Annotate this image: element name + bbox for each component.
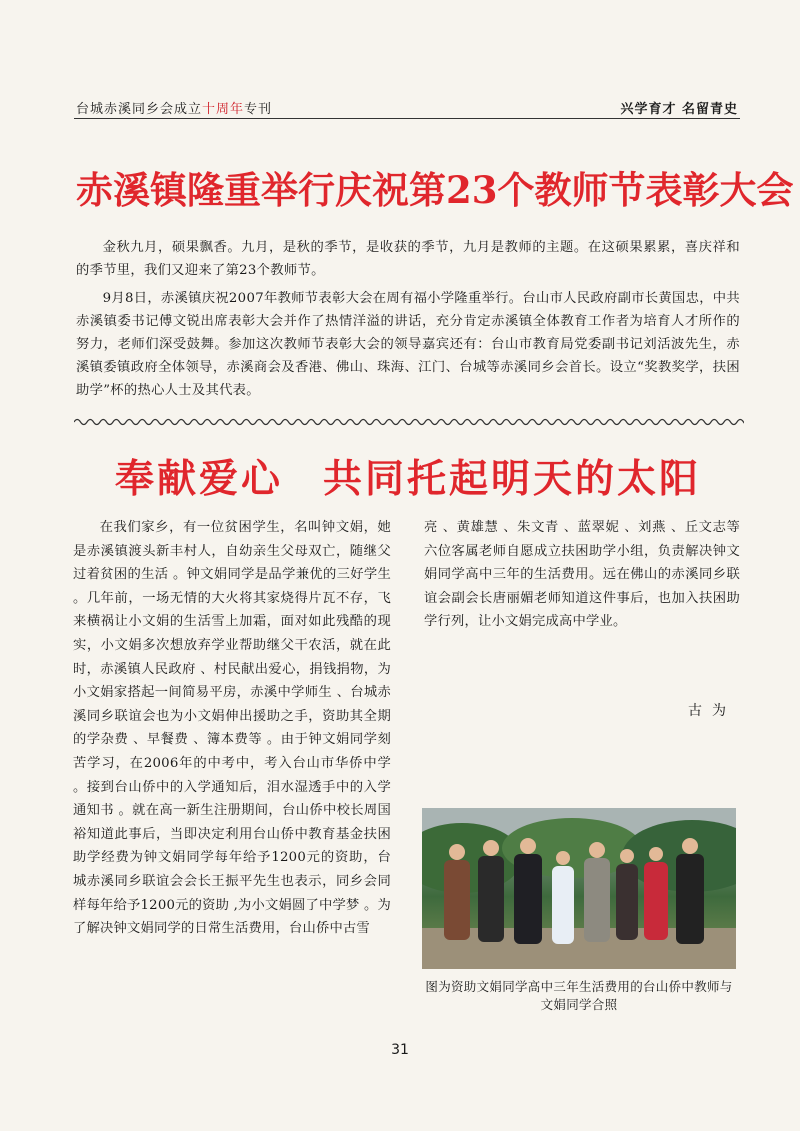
article1-title: 赤溪镇隆重举行庆祝第23个教师节表彰大会 [76,168,794,212]
header-slogan: 兴学育才 名留青史 [620,102,738,117]
group-photo-illustration [422,808,736,969]
article1-paragraph-2: 9月8日，赤溪镇庆祝2007年教师节表彰大会在周有福小学隆重举行。台山市人民政府副市长黄国忠，中共赤溪镇委书记傅文锐出席表彰大会并作了热情洋溢的讲话，充分肯定赤溪镇全体教育工作者为培育人才所作的努力，老师们深受鼓舞。参加这次教师节表彰大会的领导嘉宾还有：台山市教育局党委副书记刘活波先生，赤溪镇委镇政府全体领导，赤溪商会及香港、佛山、珠海、江门、台城等赤溪同乡会首长。设立“奖教奖学，扶困助学”杯的热心人士及其代表。 [76,291,740,398]
page-header [74,96,740,119]
group-photo [422,808,736,969]
page-number: 31 [391,1042,409,1058]
wavy-divider [74,415,744,429]
article2-title [76,448,740,504]
header-left-title [76,98,272,117]
article1-paragraph-1: 金秋九月，硕果飘香。九月，是秋的季节，是收获的季节，九月是教师的主题。在这硕果累累，喜庆祥和的季节里，我们又迎来了第23个教师节。 [76,240,740,278]
photo-caption: 图为资助文娟同学高中三年生活费用的台山侨中教师与文娟同学合照 [425,979,733,1012]
header-highlight: 十周年 [202,102,245,117]
article2-title-part2: 共同托起明天的太阳 [323,456,702,502]
article2-left-column: 在我们家乡，有一位贫困学生，名叫钟文娟，她是赤溪镇渡头新丰村人，自幼亲生父母双亡，随继父过着贫困的生活 。钟文娟同学是品学兼优的三好学生 。几年前，一场无情的大火将其家烧得片瓦不存，飞来横祸让小文娟的生活雪上加霜，面对如此残酷的现实，小文娟多次想放弃学业帮助继父干农活，就在此时，赤溪镇人民政府 、村民献出爱心，捐钱捐物，为小文娟家搭起一间简易平房，赤溪中学师生 、台城赤溪同乡联谊会也为小文娟伸出援助之手，资助其全期的学杂费 、早餐费 、簿本费等 。由于钟文娟同学刻苦学习，在2006年的中考中，考入台山市华侨中学 。接到台山侨中的入学通知后，泪水湿透手中的入学通知书 。就在高一新生注册期间，台山侨中校长周国裕知道此事后，当即决定利用台山侨中教育基金扶困助学经费为钟文娟同学每年给予1200元的资助，台城赤溪同乡联谊会会长王振平先生也表示，同乡会同样每年给予1200元的资助 ,为小文娟圆了中学梦 。为了解决钟文娟同学的日常生活费用，台山侨中古雪 [73,520,391,937]
header-title-suffix: 专刊 [244,102,273,117]
article2-right-column: 亮 、黄雄慧 、朱文青 、蓝翠妮 、刘燕 、丘文志等六位客属老师自愿成立扶困助学小组，负责解决钟文娟同学高中三年的生活费用。远在佛山的赤溪同乡联谊会副会长唐丽媚老师知道这件事后，也加入扶困助学行列，让小文娟完成高中学业。 [424,520,740,630]
header-title-text: 台城赤溪同乡会成立 [76,102,203,117]
article2-author: 古为 [688,703,736,719]
article2-title-part1: 奉献爱心 [114,456,283,502]
